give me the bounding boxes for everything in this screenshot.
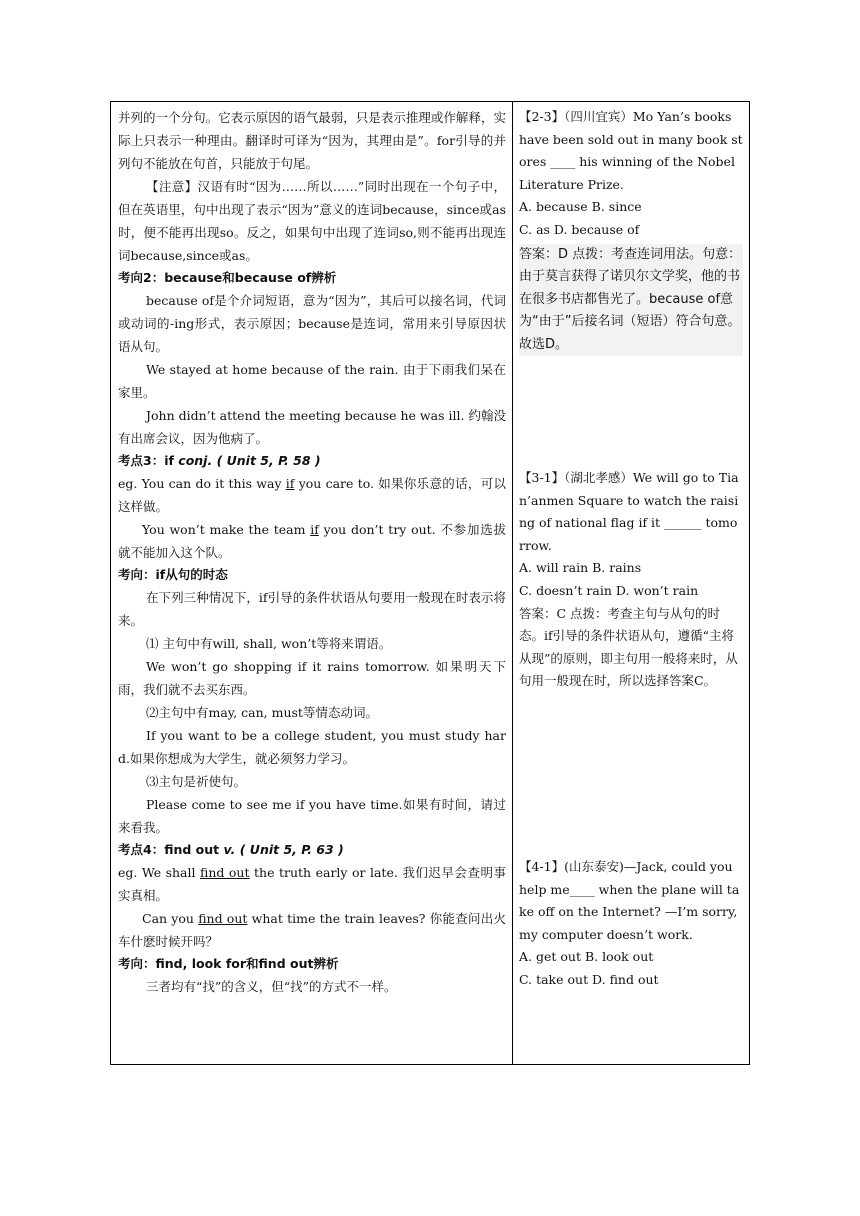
question-stem: 【2-3】（四川宜宾）Mo Yan’s books have been sold out in many book stores ____ his winning of the Nobel Literature Prize.	[519, 109, 743, 192]
exercise-4-1	[519, 856, 743, 992]
paragraph: 在下列三种情况下，if引导的条件状语从句要用一般现在时表示将来。	[118, 590, 506, 628]
example-sentence: We stayed at home because of the rain. 由于下雨我们呆在家里。	[118, 362, 506, 400]
section-heading	[118, 450, 506, 472]
answer-explanation: 答案：D 点拨：考查连词用法。句意：由于莫言获得了诺贝尔文学奖，他的书在很多书店都售光了。because of意为“由于”后接名词（短语）符合句意。故选D。	[519, 244, 743, 357]
question-options: C. take out D. find out	[519, 971, 659, 987]
paragraph: 三者均有“找”的含义，但“找”的方式不一样。	[146, 979, 397, 994]
heading-text: 考点3：if	[118, 453, 179, 468]
content-table	[110, 101, 750, 1065]
example-sentence: eg. We shall find out the truth early or late. 我们迟早会查明事实真相。	[118, 865, 507, 903]
answer-explanation: 答案：C 点拨：考查主句与从句的时态。if引导的条件状语从句，遵循“主将从现”的原则，即主句用一般将来时，从句用一般现在时，所以选择答案C。	[519, 605, 738, 689]
example-sentence: Can you find out what time the train leaves? 你能查问出火车什麽时候开吗？	[118, 911, 507, 949]
example-sentence: Please come to see me if you have time.如果有时间，请过来看我。	[118, 797, 506, 835]
example-sentence: We won’t go shopping if it rains tomorrow. 如果明天下雨，我们就不去买东西。	[118, 659, 506, 697]
list-item: ⑶主句是祈使句。	[146, 774, 247, 789]
question-options: A. will rain B. rains	[519, 560, 642, 576]
example-sentence: You won’t make the team if you don’t try out. 不参加选拔就不能加入这个队。	[118, 522, 506, 560]
note-paragraph: 【注意】汉语有时“因为……所以……”同时出现在一个句子中，但在英语里，句中出现了表示“因为”意义的连词because，since或as时，便不能再出现so。反之，如果句中出现了连词so,则不能再出现连词because,since或as。	[118, 179, 506, 263]
example-sentence: If you want to be a college student, you must study hard.如果你想成为大学生，就必须努力学习。	[118, 728, 506, 766]
example-sentence: eg. You can do it this way if you care to. 如果你乐意的话，可以这样做。	[118, 476, 506, 514]
paragraph: because of是个介词短语，意为“因为”，其后可以接名词，代词或动词的-ing形式，表示原因；because是连词，常用来引导原因状语从句。	[118, 293, 506, 354]
exercise-column	[513, 102, 749, 1064]
question-stem: 【4-1】(山东泰安)—Jack, could you help me____ when the plane will take off on the Internet? —I’m sorry, my computer doesn’t work.	[519, 859, 740, 942]
explanation-column	[111, 102, 513, 1064]
section-heading: 考向2：because和because of辨析	[118, 270, 337, 285]
section-heading: 考点4：find out v. ( Unit 5, P. 63 )	[118, 842, 344, 857]
question-options: C. doesn’t rain D. won’t rain	[519, 582, 699, 598]
section-heading: 考向：if从句的时态	[118, 567, 228, 582]
question-stem: 【3-1】（湖北孝感）We will go to Tian’anmen Square to watch the raising of national flag if it ______ tomorrow.	[519, 470, 739, 553]
question-options: C. as D. because of	[519, 221, 640, 237]
question-options: A. get out B. look out	[519, 949, 654, 965]
list-item: ⑵主句中有may, can, must等情态动词。	[146, 705, 378, 720]
section-heading: 考向：find, look for和find out辨析	[118, 956, 339, 971]
example-sentence: John didn’t attend the meeting because he was ill. 约翰没有出席会议，因为他病了。	[118, 408, 506, 446]
heading-ref: ( Unit 5, P. 58 )	[212, 453, 321, 468]
list-item: ⑴ 主句中有will, shall, won’t等将来谓语。	[146, 636, 392, 651]
question-options: A. because B. since	[519, 199, 642, 215]
exercise-3-1	[519, 467, 743, 693]
paragraph: 并列的一个分句。它表示原因的语气最弱，只是表示推理或作解释，实际上只表示一种理由。翻译时可译为“因为，其理由是”。for引导的并列句不能放在句首，只能放于句尾。	[118, 110, 506, 171]
heading-pos: conj.	[178, 453, 213, 468]
exercise-2-3	[519, 106, 743, 356]
